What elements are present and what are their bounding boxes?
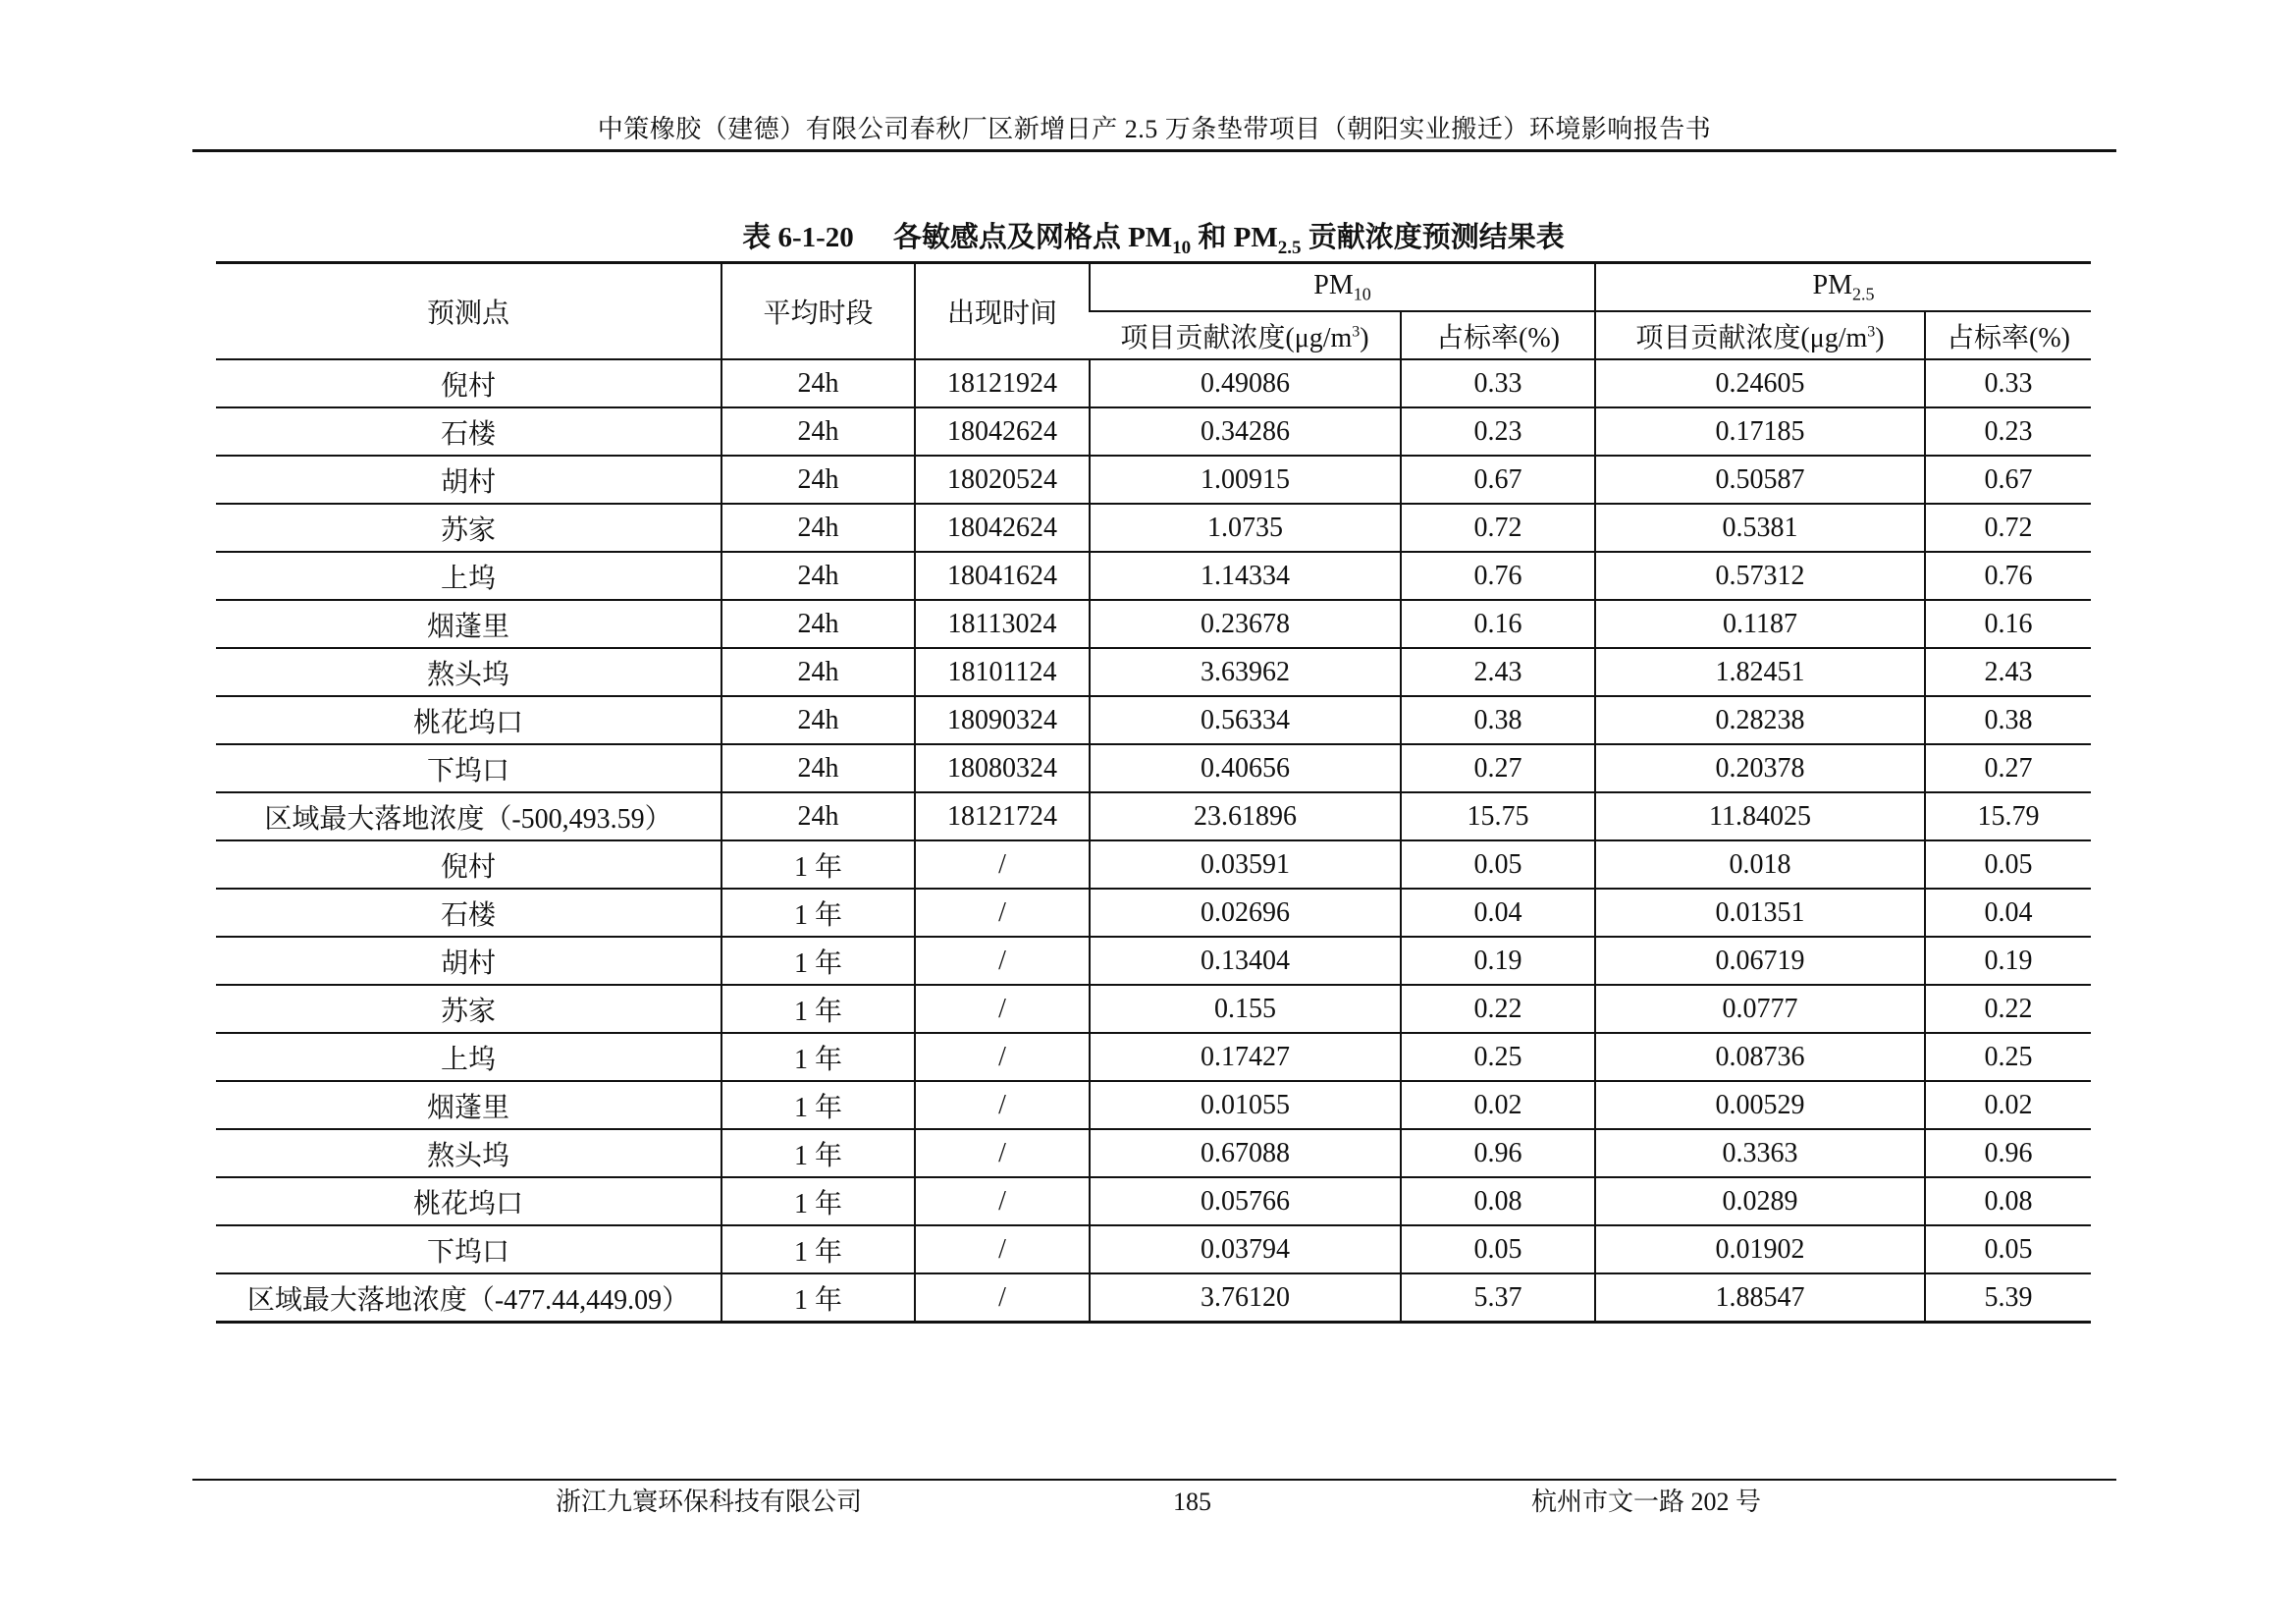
cell-pm10-ratio: 0.04 <box>1401 889 1595 937</box>
cell-time: 18042624 <box>915 407 1090 456</box>
cell-pm10-ratio: 0.16 <box>1401 600 1595 648</box>
pm10-conc-suffix: ) <box>1360 322 1369 353</box>
cell-pm10-conc: 3.63962 <box>1090 648 1401 696</box>
cell-period: 24h <box>721 359 915 407</box>
cell-point: 区域最大落地浓度（-500,493.59） <box>216 792 721 840</box>
cell-pm10-ratio: 0.38 <box>1401 696 1595 744</box>
cell-pm10-ratio: 0.27 <box>1401 744 1595 792</box>
cell-pm25-conc: 0.0289 <box>1595 1177 1925 1225</box>
cell-point: 熬头坞 <box>216 1129 721 1177</box>
cell-period: 24h <box>721 407 915 456</box>
cell-pm10-ratio: 5.37 <box>1401 1273 1595 1323</box>
cell-pm25-conc: 0.20378 <box>1595 744 1925 792</box>
table-row <box>216 1129 2091 1177</box>
cell-pm25-conc: 0.28238 <box>1595 696 1925 744</box>
cell-pm10-conc: 0.23678 <box>1090 600 1401 648</box>
table-row <box>216 1033 2091 1081</box>
cell-pm25-ratio: 2.43 <box>1925 648 2091 696</box>
cell-period: 1 年 <box>721 937 915 985</box>
cell-point: 苏家 <box>216 504 721 552</box>
cell-period: 24h <box>721 600 915 648</box>
cell-pm10-conc: 0.03794 <box>1090 1225 1401 1273</box>
cell-point: 胡村 <box>216 937 721 985</box>
header-pm10-ratio: 占标率(%) <box>1401 311 1595 359</box>
table-row <box>216 744 2091 792</box>
cell-pm10-ratio: 0.08 <box>1401 1177 1595 1225</box>
pm10-subscript: 10 <box>1353 284 1371 304</box>
table-row <box>216 1225 2091 1273</box>
cell-point: 石楼 <box>216 889 721 937</box>
caption-sub-pm25: 2.5 <box>1277 237 1302 258</box>
cell-pm25-conc: 0.01902 <box>1595 1225 1925 1273</box>
cell-time: 18121724 <box>915 792 1090 840</box>
cell-period: 24h <box>721 696 915 744</box>
table-row <box>216 648 2091 696</box>
cell-period: 24h <box>721 744 915 792</box>
cell-pm10-ratio: 0.72 <box>1401 504 1595 552</box>
cell-pm10-ratio: 0.96 <box>1401 1129 1595 1177</box>
table-row <box>216 456 2091 504</box>
cell-pm25-conc: 0.50587 <box>1595 456 1925 504</box>
cell-pm25-conc: 0.08736 <box>1595 1033 1925 1081</box>
table-row <box>216 889 2091 937</box>
cell-point: 烟蓬里 <box>216 600 721 648</box>
cell-period: 24h <box>721 552 915 600</box>
cell-pm25-ratio: 0.22 <box>1925 985 2091 1033</box>
table-row <box>216 600 2091 648</box>
table-row <box>216 937 2091 985</box>
table-row <box>216 840 2091 889</box>
cell-pm25-conc: 1.82451 <box>1595 648 1925 696</box>
cell-pm25-ratio: 0.33 <box>1925 359 2091 407</box>
cell-point: 胡村 <box>216 456 721 504</box>
cell-pm25-conc: 0.5381 <box>1595 504 1925 552</box>
cell-pm10-conc: 0.34286 <box>1090 407 1401 456</box>
cell-period: 1 年 <box>721 1273 915 1323</box>
cell-time: 18113024 <box>915 600 1090 648</box>
cell-pm10-conc: 0.40656 <box>1090 744 1401 792</box>
cell-point: 下坞口 <box>216 744 721 792</box>
cell-time: 18101124 <box>915 648 1090 696</box>
header-pm25-ratio: 占标率(%) <box>1925 311 2091 359</box>
cell-point: 熬头坞 <box>216 648 721 696</box>
table-row <box>216 1177 2091 1225</box>
cell-pm10-conc: 23.61896 <box>1090 792 1401 840</box>
cell-pm10-ratio: 0.25 <box>1401 1033 1595 1081</box>
cell-point: 下坞口 <box>216 1225 721 1273</box>
cell-time: / <box>915 1225 1090 1273</box>
cell-pm25-ratio: 0.19 <box>1925 937 2091 985</box>
cell-pm10-ratio: 0.05 <box>1401 840 1595 889</box>
table-row <box>216 407 2091 456</box>
cell-pm25-conc: 0.00529 <box>1595 1081 1925 1129</box>
pm25-conc-sup: 3 <box>1867 323 1876 341</box>
cell-pm25-conc: 0.01351 <box>1595 889 1925 937</box>
cell-pm10-ratio: 0.23 <box>1401 407 1595 456</box>
cell-pm25-ratio: 0.76 <box>1925 552 2091 600</box>
cell-time: / <box>915 1033 1090 1081</box>
cell-period: 24h <box>721 792 915 840</box>
cell-pm25-ratio: 0.72 <box>1925 504 2091 552</box>
cell-point: 区域最大落地浓度（-477.44,449.09） <box>216 1273 721 1323</box>
cell-pm25-conc: 0.57312 <box>1595 552 1925 600</box>
report-header-title: 中策橡胶（建德）有限公司春秋厂区新增日产 2.5 万条垫带项目（朝阳实业搬迁）环境影响报告书 <box>597 115 1712 143</box>
cell-pm25-conc: 0.17185 <box>1595 407 1925 456</box>
cell-pm10-ratio: 0.05 <box>1401 1225 1595 1273</box>
cell-pm25-conc: 0.018 <box>1595 840 1925 889</box>
cell-period: 1 年 <box>721 1177 915 1225</box>
cell-point: 桃花坞口 <box>216 1177 721 1225</box>
cell-period: 1 年 <box>721 1129 915 1177</box>
pm10-label: PM <box>1313 269 1354 300</box>
cell-pm10-conc: 0.67088 <box>1090 1129 1401 1177</box>
cell-time: 18090324 <box>915 696 1090 744</box>
cell-pm10-conc: 1.0735 <box>1090 504 1401 552</box>
header-prediction-point: 预测点 <box>216 263 721 360</box>
cell-time: 18020524 <box>915 456 1090 504</box>
cell-point: 上坞 <box>216 1033 721 1081</box>
cell-time: / <box>915 985 1090 1033</box>
table-row <box>216 696 2091 744</box>
cell-pm10-conc: 0.155 <box>1090 985 1401 1033</box>
cell-pm10-conc: 1.00915 <box>1090 456 1401 504</box>
table-row <box>216 792 2091 840</box>
cell-pm10-conc: 0.17427 <box>1090 1033 1401 1081</box>
table-row <box>216 359 2091 407</box>
table-row <box>216 1273 2091 1323</box>
cell-pm25-conc: 1.88547 <box>1595 1273 1925 1323</box>
cell-point: 上坞 <box>216 552 721 600</box>
cell-time: 18080324 <box>915 744 1090 792</box>
caption-sub-pm10: 10 <box>1172 237 1192 258</box>
cell-pm25-conc: 11.84025 <box>1595 792 1925 840</box>
cell-pm25-ratio: 0.05 <box>1925 840 2091 889</box>
cell-pm10-ratio: 0.22 <box>1401 985 1595 1033</box>
cell-pm10-ratio: 0.67 <box>1401 456 1595 504</box>
cell-pm25-ratio: 0.67 <box>1925 456 2091 504</box>
caption-text-part3: 贡献浓度预测结果表 <box>1301 222 1565 253</box>
cell-time: / <box>915 840 1090 889</box>
cell-pm10-conc: 0.03591 <box>1090 840 1401 889</box>
header-averaging-period: 平均时段 <box>721 263 915 360</box>
cell-period: 1 年 <box>721 889 915 937</box>
cell-period: 1 年 <box>721 985 915 1033</box>
cell-pm10-ratio: 0.19 <box>1401 937 1595 985</box>
pm25-conc-suffix: ) <box>1875 322 1885 353</box>
cell-time: 18121924 <box>915 359 1090 407</box>
cell-time: / <box>915 1177 1090 1225</box>
cell-point: 倪村 <box>216 359 721 407</box>
cell-pm10-conc: 0.05766 <box>1090 1177 1401 1225</box>
cell-time: / <box>915 937 1090 985</box>
cell-point: 倪村 <box>216 840 721 889</box>
cell-pm25-ratio: 0.05 <box>1925 1225 2091 1273</box>
cell-period: 24h <box>721 504 915 552</box>
cell-pm25-ratio: 0.23 <box>1925 407 2091 456</box>
cell-pm25-ratio: 0.02 <box>1925 1081 2091 1129</box>
cell-point: 烟蓬里 <box>216 1081 721 1129</box>
pm10-conc-sup: 3 <box>1352 323 1361 341</box>
cell-pm25-ratio: 15.79 <box>1925 792 2091 840</box>
cell-pm10-conc: 0.02696 <box>1090 889 1401 937</box>
cell-time: / <box>915 1129 1090 1177</box>
cell-pm10-conc: 0.56334 <box>1090 696 1401 744</box>
cell-time: / <box>915 1273 1090 1323</box>
cell-pm25-ratio: 0.04 <box>1925 889 2091 937</box>
footer-company: 浙江九寰环保科技有限公司 <box>556 1488 863 1516</box>
caption-text-part1: 各敏感点及网格点 PM <box>892 222 1173 253</box>
cell-time: / <box>915 889 1090 937</box>
prediction-results-table <box>216 261 2091 1324</box>
header-pm25-group <box>1595 263 2091 312</box>
header-pm10-group <box>1090 263 1595 312</box>
cell-time: / <box>915 1081 1090 1129</box>
cell-pm10-ratio: 0.33 <box>1401 359 1595 407</box>
cell-pm25-conc: 0.06719 <box>1595 937 1925 985</box>
cell-pm25-ratio: 0.25 <box>1925 1033 2091 1081</box>
pm25-label: PM <box>1812 269 1852 300</box>
cell-pm10-ratio: 0.02 <box>1401 1081 1595 1129</box>
table-row <box>216 552 2091 600</box>
cell-period: 1 年 <box>721 1033 915 1081</box>
cell-period: 24h <box>721 648 915 696</box>
cell-pm10-ratio: 2.43 <box>1401 648 1595 696</box>
table-row <box>216 504 2091 552</box>
table-row <box>216 1081 2091 1129</box>
cell-pm25-ratio: 0.27 <box>1925 744 2091 792</box>
footer-page-number: 185 <box>1173 1488 1211 1516</box>
pm25-subscript: 2.5 <box>1851 284 1875 304</box>
cell-pm25-conc: 0.0777 <box>1595 985 1925 1033</box>
cell-pm10-ratio: 0.76 <box>1401 552 1595 600</box>
pm10-conc-label: 项目贡献浓度(μg/m <box>1120 322 1353 353</box>
footer-divider <box>192 1479 2116 1481</box>
cell-pm10-ratio: 15.75 <box>1401 792 1595 840</box>
table-body <box>216 359 2091 1323</box>
cell-pm25-conc: 0.3363 <box>1595 1129 1925 1177</box>
cell-pm10-conc: 0.01055 <box>1090 1081 1401 1129</box>
table-number: 表 6-1-20 <box>742 222 854 253</box>
cell-pm25-ratio: 0.96 <box>1925 1129 2091 1177</box>
cell-period: 1 年 <box>721 840 915 889</box>
cell-point: 桃花坞口 <box>216 696 721 744</box>
table-row <box>216 985 2091 1033</box>
cell-point: 苏家 <box>216 985 721 1033</box>
cell-pm25-conc: 0.1187 <box>1595 600 1925 648</box>
header-divider <box>192 149 2116 152</box>
cell-pm25-ratio: 0.08 <box>1925 1177 2091 1225</box>
cell-pm25-ratio: 0.38 <box>1925 696 2091 744</box>
header-pm25-concentration <box>1595 311 1925 359</box>
cell-pm10-conc: 3.76120 <box>1090 1273 1401 1323</box>
cell-pm25-ratio: 5.39 <box>1925 1273 2091 1323</box>
cell-pm10-conc: 0.13404 <box>1090 937 1401 985</box>
header-occurrence-time: 出现时间 <box>915 263 1090 360</box>
cell-point: 石楼 <box>216 407 721 456</box>
cell-pm25-conc: 0.24605 <box>1595 359 1925 407</box>
cell-time: 18041624 <box>915 552 1090 600</box>
cell-pm10-conc: 1.14334 <box>1090 552 1401 600</box>
pm25-conc-label: 项目贡献浓度(μg/m <box>1635 322 1868 353</box>
cell-pm10-conc: 0.49086 <box>1090 359 1401 407</box>
cell-period: 1 年 <box>721 1225 915 1273</box>
cell-pm25-ratio: 0.16 <box>1925 600 2091 648</box>
header-pm10-concentration <box>1090 311 1401 359</box>
cell-period: 24h <box>721 456 915 504</box>
caption-text-part2: 和 PM <box>1191 222 1278 253</box>
footer-address: 杭州市文一路 202 号 <box>1531 1488 1762 1516</box>
cell-period: 1 年 <box>721 1081 915 1129</box>
cell-time: 18042624 <box>915 504 1090 552</box>
